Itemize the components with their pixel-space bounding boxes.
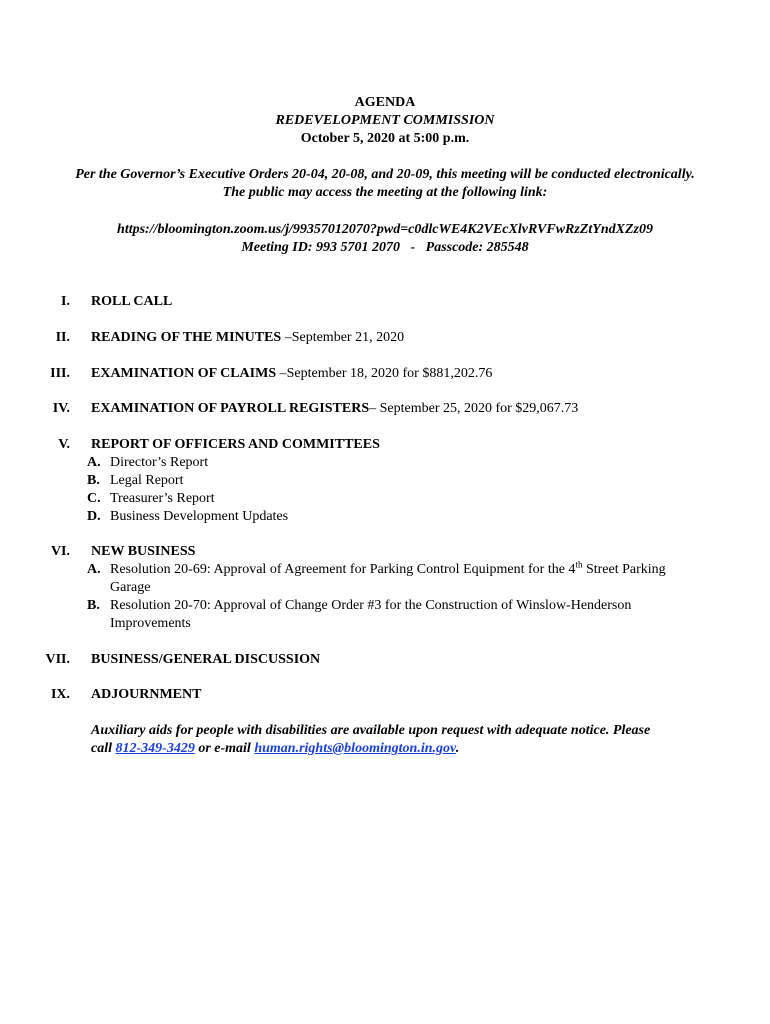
list-item: [87, 472, 727, 490]
section-payroll-registers: [91, 400, 578, 418]
section-number: V.: [58, 437, 70, 452]
item-text: Resolution 20-70: Approval of Change Order #3 for the Construction of Winslow-Henderson: [110, 598, 632, 613]
resolution-20-69-text: Resolution 20-69: Approval of Agreement for Parking Control Equipment for the 4: [110, 562, 576, 577]
section-detail: – September 25, 2020 for $29,067.73: [369, 401, 579, 416]
list-item: [87, 561, 727, 597]
item-text: Director’s Report: [110, 455, 209, 470]
list-item: [87, 490, 727, 508]
section-reports: [91, 436, 380, 454]
email-link[interactable]: human.rights@bloomington.in.gov: [254, 741, 456, 756]
item-letter: C.: [87, 491, 101, 506]
item-text: Business Development Updates: [110, 509, 289, 524]
section-detail: –September 21, 2020: [281, 330, 405, 345]
item-letter: B.: [87, 598, 100, 613]
section-reading-minutes: [91, 329, 404, 347]
item-text-continued: Garage: [110, 580, 151, 595]
section-title: ADJOURNMENT: [91, 687, 202, 702]
contact-suffix: .: [455, 741, 460, 756]
section-title: BUSINESS/GENERAL DISCUSSION: [91, 652, 321, 667]
list-item: [87, 454, 727, 472]
accessibility-notice: Auxiliary aids for people with disabilities are available upon request with adequate notice. Please: [91, 723, 651, 738]
contact-prefix: call: [91, 741, 116, 756]
accessibility-contact: [91, 740, 731, 758]
item-text: Treasurer’s Report: [110, 491, 215, 506]
item-text-continued: Improvements: [110, 616, 191, 631]
contact-mid: or e-mail: [194, 741, 255, 756]
resolution-20-69-text-end: Street Parking: [582, 562, 666, 577]
section-number: IV.: [52, 401, 70, 416]
section-number: III.: [50, 366, 70, 381]
list-item: [87, 508, 727, 526]
item-letter: A.: [87, 455, 101, 470]
list-item: [87, 597, 727, 633]
section-examination-claims: [91, 365, 492, 383]
section-number: VI.: [50, 544, 70, 559]
commission-name: REDEVELOPMENT COMMISSION: [275, 113, 495, 128]
ordinal-suffix: th: [575, 559, 583, 570]
public-access-notice: The public may access the meeting at the following link:: [222, 185, 548, 200]
section-number: II.: [55, 330, 70, 345]
item-letter: D.: [87, 509, 101, 524]
section-roll-call: [91, 293, 172, 311]
item-text: Legal Report: [110, 473, 184, 488]
executive-orders-notice: Per the Governor’s Executive Orders 20-04, 20-08, and 20-09, this meeting will be conducted electronically.: [75, 167, 695, 182]
section-title: EXAMINATION OF CLAIMS: [91, 366, 277, 381]
section-title: ROLL CALL: [91, 294, 173, 309]
meeting-id: Meeting ID: 993 5701 2070 - Passcode: 285548: [241, 240, 529, 255]
zoom-link[interactable]: https://bloomington.zoom.us/j/99357012070?pwd=c0dlcWE4K2VEcXlvRVFwRzZtYndXZz09: [117, 222, 653, 237]
agenda-heading: AGENDA: [354, 95, 416, 110]
section-new-business: [91, 543, 195, 561]
section-title: EXAMINATION OF PAYROLL REGISTERS: [91, 401, 370, 416]
section-title: NEW BUSINESS: [91, 544, 196, 559]
meeting-date: October 5, 2020 at 5:00 p.m.: [300, 131, 470, 146]
section-detail: –September 18, 2020 for $881,202.76: [276, 366, 493, 381]
section-number: I.: [61, 294, 70, 309]
section-title: READING OF THE MINUTES: [91, 330, 282, 345]
section-adjournment: [91, 686, 201, 704]
item-letter: B.: [87, 473, 100, 488]
section-number: IX.: [50, 687, 70, 702]
item-letter: A.: [87, 562, 101, 577]
section-number: VII.: [45, 652, 70, 667]
item-text: [110, 561, 730, 579]
phone-link[interactable]: 812-349-3429: [115, 741, 195, 756]
section-title: REPORT OF OFFICERS AND COMMITTEES: [91, 437, 380, 452]
section-general-discussion: [91, 651, 320, 669]
